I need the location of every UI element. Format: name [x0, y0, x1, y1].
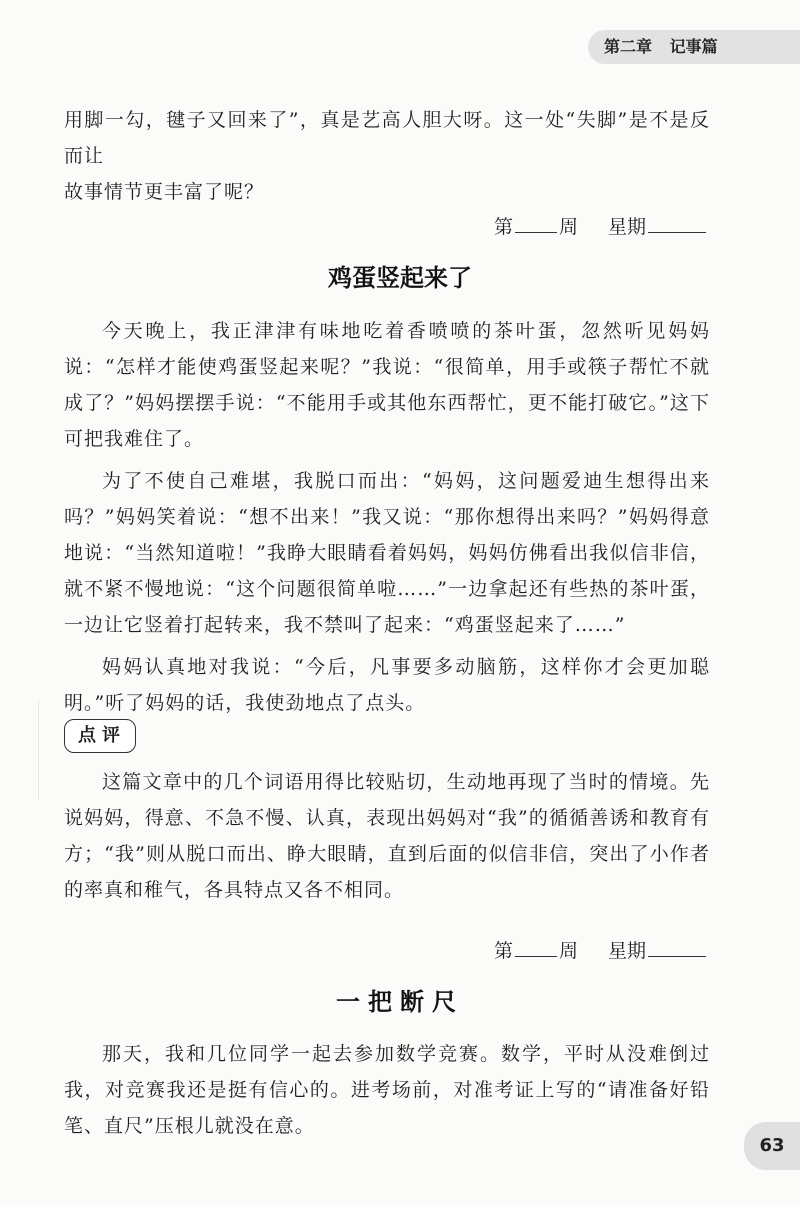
weekday-label: 星期 — [607, 216, 646, 238]
review-badge: 点评 — [64, 719, 136, 753]
review-paragraph: 这篇文章中的几个词语用得比较贴切，生动地再现了当时的情境。先说妈妈，得意、不急不慢、认真，表现出妈妈对“我”的循循善诱和教育有方；“我”则从脱口而出、睁大眼睛，直到后面的似信非信，突出了小作者的率真和稚气，各具特点又各不相同。 — [64, 771, 710, 901]
date-line-2 — [494, 936, 706, 965]
page-number: 63 — [744, 1122, 800, 1170]
weekday-blank — [648, 936, 706, 957]
week-prefix: 第 — [493, 216, 513, 238]
paragraph: 妈妈认真地对我说：“今后，凡事要多动脑筋，这样你才会更加聪明。”听了妈妈的话，我使劲地点了点头。 — [64, 656, 710, 714]
paragraph: 为了不使自己难堪，我脱口而出：“妈妈，这问题爱迪生想得出来吗？”妈妈笑着说：“想不出来！”我又说：“那你想得出来吗？”妈妈得意地说：“当然知道啦！”我睁大眼睛看着妈妈，妈妈仿佛看出我似信非信，就不紧不慢地说：“这个问题很简单啦……”一边拿起还有些热的茶叶蛋，一边让它竖着打起转来，我不禁叫了起来：“鸡蛋竖起来了……” — [64, 470, 710, 636]
review-body — [64, 764, 710, 914]
paragraph: 今天晚上，我正津津有味地吃着香喷喷的茶叶蛋，忽然听见妈妈说：“怎样才能使鸡蛋竖起来呢？”我说：“很简单，用手或筷子帮忙不就成了？”妈妈摆摆手说：“不能用手或其他东西帮忙，更不能打破它。”这下可把我难住了。 — [64, 320, 710, 450]
week-prefix: 第 — [493, 940, 513, 962]
week-suffix: 周 — [558, 940, 578, 962]
essay-title-ruler: 一把断尺 — [336, 988, 464, 1016]
section-label: 记事篇 — [669, 37, 718, 56]
week-blank — [515, 936, 557, 957]
intro-line: 故事情节更丰富了呢？ — [64, 181, 265, 203]
essay-ruler-body — [64, 1036, 710, 1150]
week-blank — [515, 212, 557, 233]
chapter-header-tab — [588, 30, 800, 64]
essay-egg-body — [64, 313, 710, 727]
intro-text — [64, 102, 710, 210]
date-line-1 — [494, 212, 706, 241]
margin-line — [38, 700, 39, 800]
chapter-label: 第二章 — [604, 37, 653, 56]
essay-title-egg: 鸡蛋竖起来了 — [328, 264, 472, 292]
week-suffix: 周 — [558, 216, 578, 238]
paragraph: 那天，我和几位同学一起去参加数学竞赛。数学，平时从没难倒过我，对竞赛我还是挺有信心的。进考场前，对准考证上写的“请准备好铅笔、直尺”压根儿就没在意。 — [64, 1043, 710, 1137]
weekday-label: 星期 — [607, 940, 646, 962]
intro-line: 用脚一勾，毽子又回来了”，真是艺高人胆大呀。这一处“失脚”是不是反而让 — [64, 109, 710, 167]
weekday-blank — [648, 212, 706, 233]
